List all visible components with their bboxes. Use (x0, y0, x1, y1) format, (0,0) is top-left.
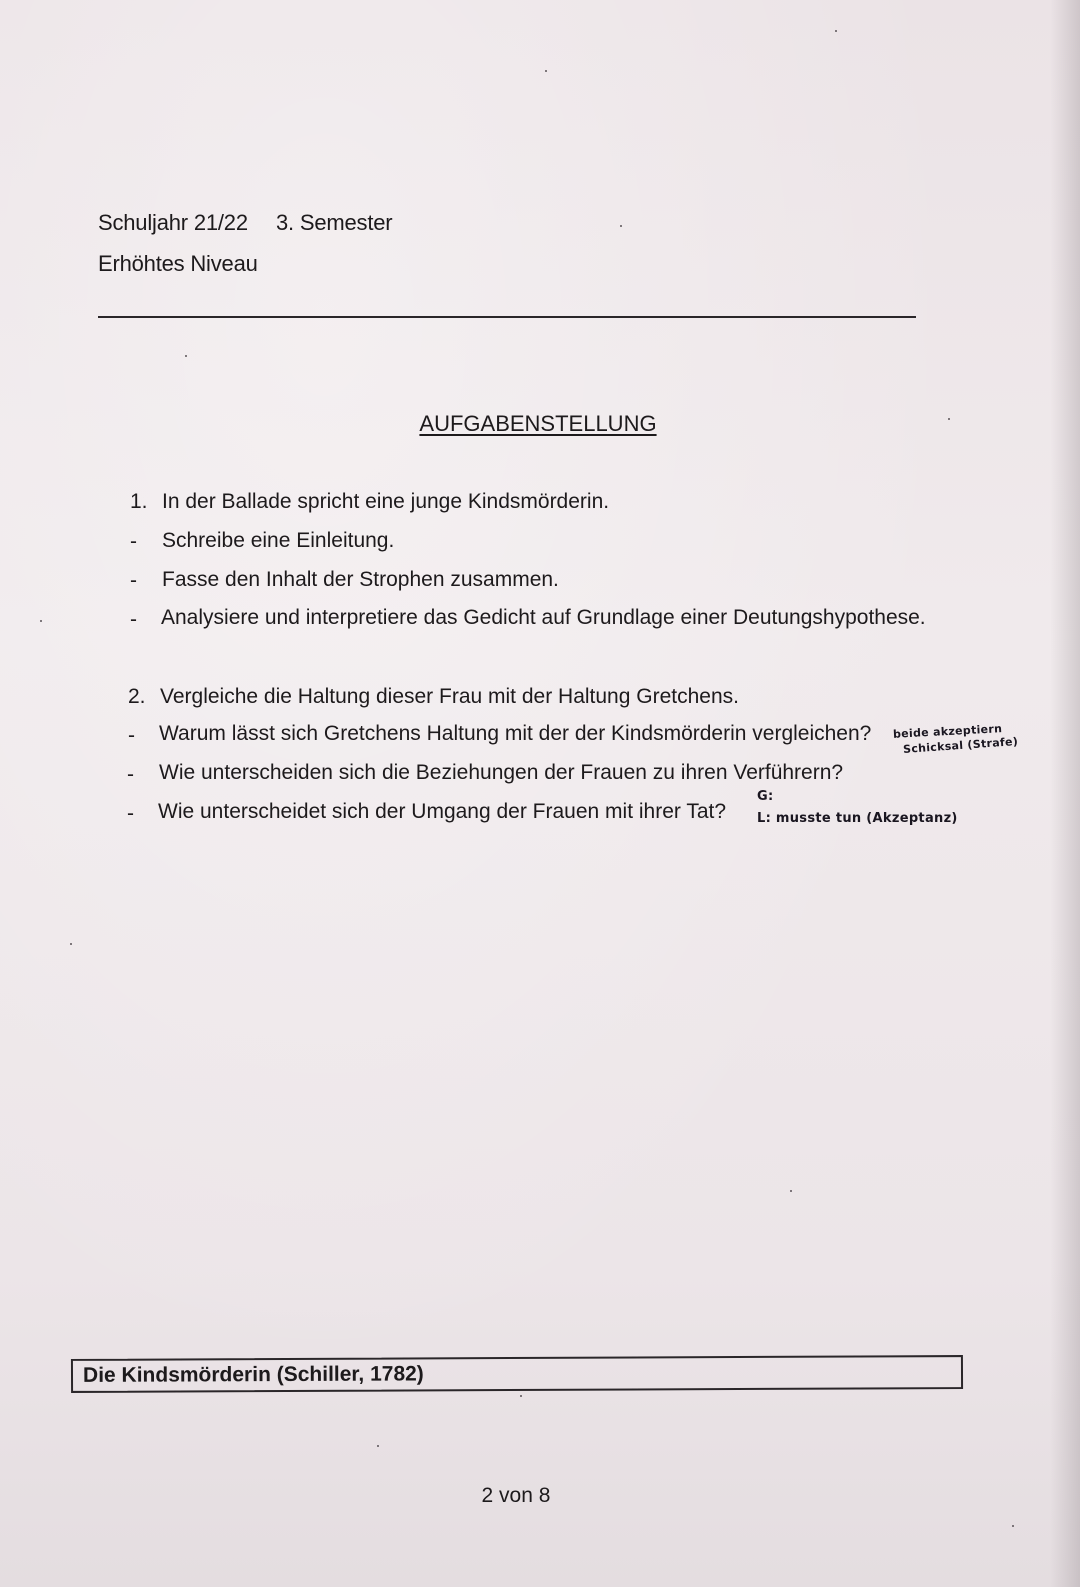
task-1-item-2-dash: - (130, 569, 137, 592)
scan-speck (948, 418, 950, 420)
task-2-item-2-dash: - (127, 763, 134, 786)
page-indicator: 2 von 8 (481, 1484, 551, 1507)
school-year: Schuljahr 21/22 (98, 210, 248, 235)
task-1-number: 1. (130, 490, 148, 513)
task-1-title: In der Ballade spricht eine junge Kindsmörderin. (162, 490, 610, 513)
scan-speck (620, 225, 622, 227)
task-2-title: Vergleiche die Haltung dieser Frau mit der Haltung Gretchens. (160, 685, 739, 708)
task-2-item-3-dash: - (127, 802, 134, 825)
task-2-item-1-dash: - (128, 724, 135, 747)
task-1-item-3: Analysiere und interpretiere das Gedicht auf Grundlage einer Deutungshypothese. (161, 606, 926, 629)
level: Erhöhtes Niveau (98, 251, 258, 276)
task-2-item-2: Wie unterscheiden sich die Beziehungen der Frauen zu ihren Verführern? (159, 761, 844, 784)
assignment-heading: AUFGABENSTELLUNG (419, 411, 657, 436)
scan-speck (545, 70, 547, 72)
scan-speck (520, 1395, 522, 1397)
scan-speck (185, 355, 187, 357)
scan-speck (40, 620, 42, 622)
semester: 3. Semester (276, 210, 393, 235)
header-divider (98, 316, 916, 318)
handwritten-note-a-line1: beide akzeptiern (892, 722, 1003, 741)
task-2-item-3: Wie unterscheidet sich der Umgang der Frauen mit ihrer Tat? (158, 800, 727, 823)
task-1-item-3-dash: - (130, 608, 137, 631)
scan-speck (1012, 1525, 1014, 1527)
page-edge-shadow (1050, 0, 1080, 1587)
task-2-item-1: Warum lässt sich Gretchens Haltung mit der der Kindsmörderin vergleichen? (159, 722, 872, 745)
task-2-number: 2. (128, 685, 146, 708)
handwritten-note-g: G: (757, 789, 774, 804)
handwritten-note-a-line2: Schicksal (Strafe) (902, 734, 1019, 757)
scan-speck (377, 1445, 379, 1447)
scan-speck (790, 1190, 792, 1192)
poem-title: Die Kindsmörderin (Schiller, 1782) (82, 1362, 424, 1387)
task-1-item-1-dash: - (130, 530, 137, 553)
task-1-item-2: Fasse den Inhalt der Strophen zusammen. (162, 568, 559, 591)
scan-speck (70, 943, 72, 945)
handwritten-note-l: L: musste tun (Akzeptanz) (757, 811, 958, 826)
task-1-item-1: Schreibe eine Einleitung. (162, 529, 395, 552)
poem-title-box (71, 1355, 963, 1393)
scan-speck (835, 30, 837, 32)
